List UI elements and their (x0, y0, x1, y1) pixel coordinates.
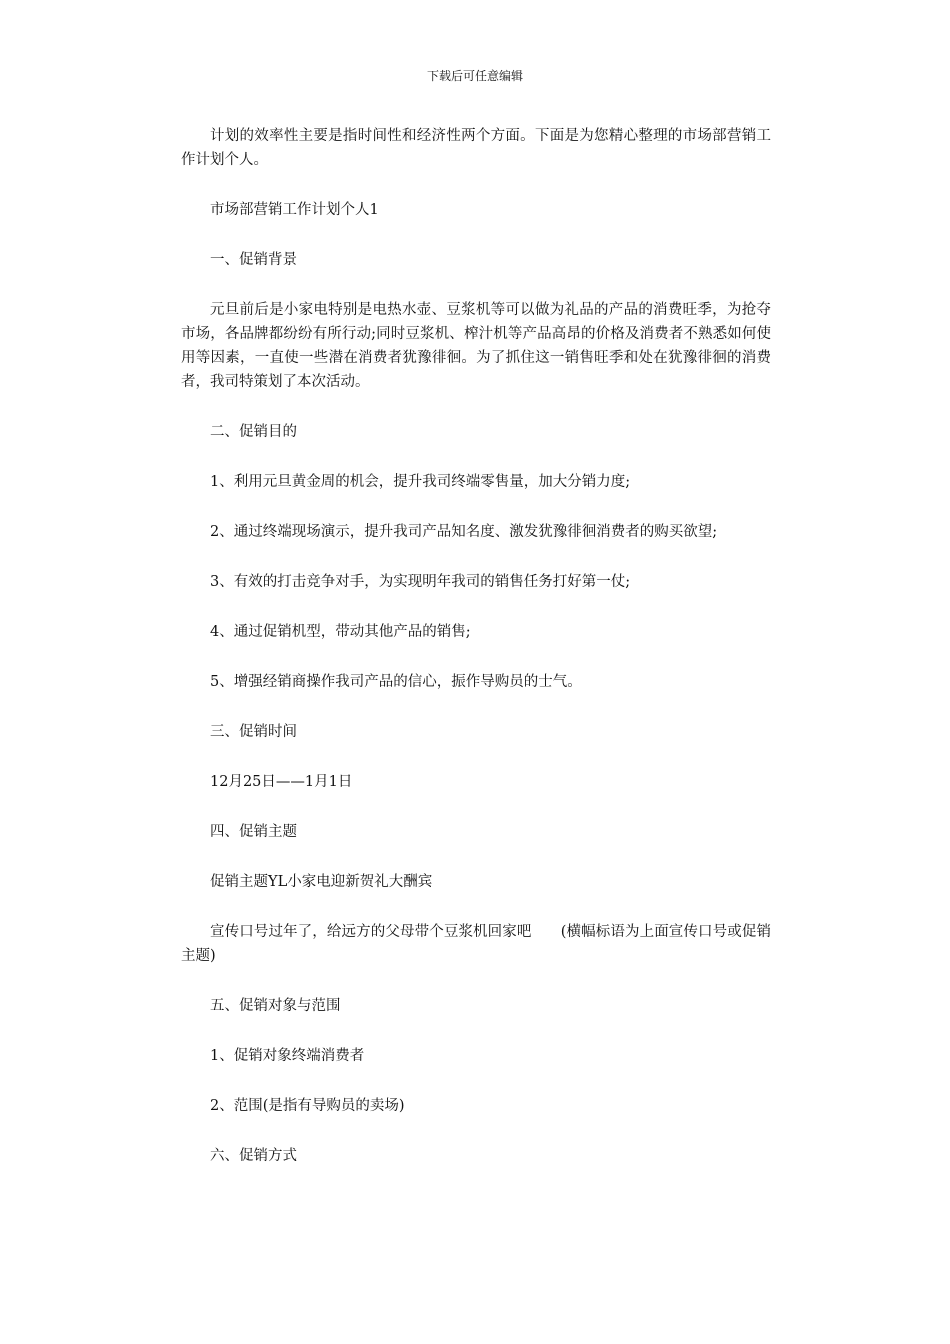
heading-theme: 四、促销主题 (210, 824, 297, 840)
purpose-item-4: 4、通过促销机型，带动其他产品的销售; (210, 624, 471, 640)
paragraph-background: 元旦前后是小家电特别是电热水壶、豆浆机等可以做为礼品的产品的消费旺季，为抢夺市场，各品牌都纷纷有所行动;同时豆浆机、榨汁机等产品高昂的价格及消费者不熟悉如何使用等因素，一直使一些潜在消费者犹豫徘徊。为了抓住这一销售旺季和处在犹豫徘徊的消费者，我司特策划了本次活动。 (181, 302, 771, 390)
target-item-2: 2、范围(是指有导购员的卖场) (210, 1098, 405, 1114)
purpose-item-5: 5、增强经销商操作我司产品的信心，振作导购员的士气。 (210, 674, 582, 690)
document-body (181, 124, 771, 1194)
paragraph-theme: 促销主题YL小家电迎新贺礼大酬宾 (210, 874, 433, 890)
paragraph-slogan: 宣传口号过年了，给远方的父母带个豆浆机回家吧 (横幅标语为上面宣传口号或促销主题) (181, 924, 771, 964)
heading-target: 五、促销对象与范围 (210, 998, 341, 1014)
purpose-item-1: 1、利用元旦黄金周的机会，提升我司终端零售量，加大分销力度; (210, 474, 631, 490)
heading-background: 一、促销背景 (210, 252, 297, 268)
heading-time: 三、促销时间 (210, 724, 297, 740)
purpose-item-3: 3、有效的打击竞争对手，为实现明年我司的销售任务打好第一仗; (210, 574, 631, 590)
target-item-1: 1、促销对象终端消费者 (210, 1048, 365, 1064)
paragraph-intro: 计划的效率性主要是指时间性和经济性两个方面。下面是为您精心整理的市场部营销工作计划个人。 (181, 128, 771, 168)
paragraph-time: 12月25日——1月1日 (210, 774, 353, 790)
page-header: 下载后可任意编辑 (426, 69, 523, 83)
section-title-plan: 市场部营销工作计划个人1 (210, 202, 379, 218)
heading-purpose: 二、促销目的 (210, 424, 297, 440)
heading-method: 六、促销方式 (210, 1148, 297, 1164)
purpose-item-2: 2、通过终端现场演示，提升我司产品知名度、激发犹豫徘徊消费者的购买欲望; (210, 524, 718, 540)
